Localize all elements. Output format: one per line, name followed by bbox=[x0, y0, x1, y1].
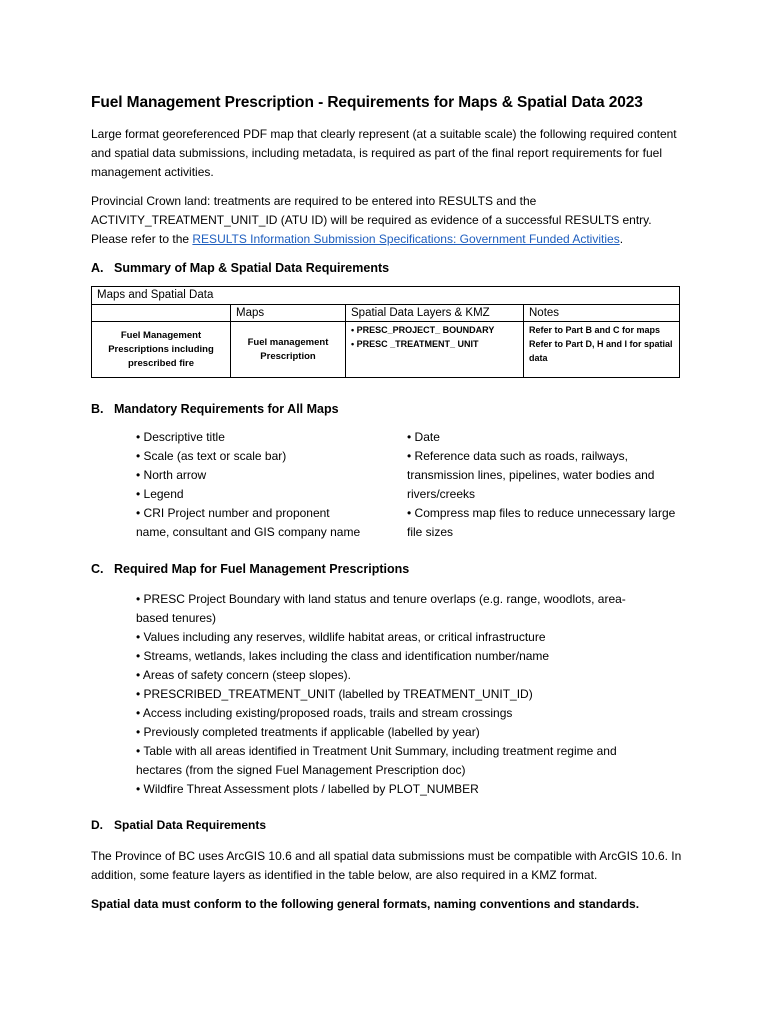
list-item: • Areas of safety concern (steep slopes). bbox=[136, 668, 351, 682]
list-item: • Streams, wetlands, lakes including the class and identification number/name bbox=[136, 649, 550, 663]
list-item: • Wildfire Threat Assessment plots / labelled by PLOT_NUMBER bbox=[136, 782, 479, 796]
crown-land-line-2: ACTIVITY_TREATMENT_UNIT_ID (ATU ID) will be required as evidence of a successful RESULTS entry. bbox=[91, 213, 652, 227]
table-cell-maps: Fuel management Prescription bbox=[231, 322, 346, 378]
section-d-title: Spatial Data Requirements bbox=[114, 818, 267, 832]
list-item: • PRESCRIBED_TREATMENT_UNIT (labelled by TREATMENT_UNIT_ID) bbox=[136, 687, 533, 701]
list-item: • PRESC Project Boundary with land status and tenure overlaps (e.g. range, woodlots, area-based tenures) bbox=[136, 592, 626, 625]
table-title: Maps and Spatial Data bbox=[92, 287, 680, 305]
list-item: • North arrow bbox=[136, 468, 207, 482]
table-header-maps: Maps bbox=[231, 305, 346, 322]
table-header-notes: Notes bbox=[524, 305, 680, 322]
list-item: • Compress map files to reduce unnecessary large file sizes bbox=[407, 506, 676, 539]
layer-item: • PRESC _TREATMENT_ UNIT bbox=[351, 339, 479, 349]
list-item: • Scale (as text or scale bar) bbox=[136, 449, 287, 463]
section-b-title: Mandatory Requirements for All Maps bbox=[114, 402, 339, 416]
section-d-letter: D. bbox=[91, 818, 103, 832]
section-b-letter: B. bbox=[91, 402, 104, 416]
table-header-layers: Spatial Data Layers & KMZ bbox=[346, 305, 524, 322]
list-item: • Reference data such as roads, railways, transmission lines, pipelines, water bodies and rivers/creeks bbox=[407, 449, 655, 501]
table-row bbox=[92, 322, 680, 378]
table-header-row bbox=[92, 305, 680, 322]
mandatory-right-column bbox=[407, 428, 677, 542]
note-item: Refer to Part D, H and I for spatial data bbox=[529, 339, 673, 363]
requirements-table bbox=[91, 286, 680, 378]
results-spec-link[interactable]: RESULTS Information Submission Specifications: Government Funded Activities bbox=[192, 232, 620, 246]
table-cell-activity: Fuel Management Prescriptions including prescribed fire bbox=[92, 322, 231, 378]
list-item: • Descriptive title bbox=[136, 430, 225, 444]
table-cell-layers bbox=[346, 322, 524, 378]
section-b-heading bbox=[91, 402, 691, 416]
page-title: Fuel Management Prescription - Requirements for Maps & Spatial Data 2023 bbox=[91, 94, 643, 111]
list-item: • Previously completed treatments if applicable (labelled by year) bbox=[136, 725, 480, 739]
list-item: • Legend bbox=[136, 487, 184, 501]
section-a-letter: A. bbox=[91, 261, 104, 275]
table-title-row bbox=[92, 287, 680, 305]
section-c-title: Required Map for Fuel Management Prescriptions bbox=[114, 562, 410, 576]
section-a-title: Summary of Map & Spatial Data Requirements bbox=[114, 261, 390, 275]
layer-item: • PRESC_PROJECT_ BOUNDARY bbox=[351, 325, 495, 335]
mandatory-left-column bbox=[136, 428, 363, 542]
crown-land-suffix: . bbox=[619, 232, 624, 246]
document-content bbox=[91, 94, 691, 924]
list-item: • Table with all areas identified in Treatment Unit Summary, including treatment regime and hectares (from the signed Fuel Management Prescription doc) bbox=[136, 744, 617, 777]
list-item: • Values including any reserves, wildlife habitat areas, or critical infrastructure bbox=[136, 630, 546, 644]
note-item: Refer to Part B and C for maps bbox=[529, 325, 661, 335]
list-item: • CRI Project number and proponent name, consultant and GIS company name bbox=[136, 506, 361, 539]
section-a-heading bbox=[91, 261, 691, 275]
section-c-letter: C. bbox=[91, 562, 104, 576]
spatial-data-standards: Spatial data must conform to the following general formats, naming conventions and standards. bbox=[91, 897, 640, 911]
spatial-data-paragraph: The Province of BC uses ArcGIS 10.6 and all spatial data submissions must be compatible with ArcGIS 10.6. In addition, some feature layers as identified in the table below, are also required in a KMZ format. bbox=[91, 849, 682, 882]
intro-paragraph: Large format georeferenced PDF map that clearly represent (at a suitable scale) the following required content and spatial data submissions, including metadata, is required as part of the final report requirements for fuel management activities. bbox=[91, 127, 677, 179]
table-header-empty bbox=[92, 305, 231, 322]
list-item: • Date bbox=[407, 430, 440, 444]
crown-land-paragraph bbox=[91, 192, 691, 249]
section-c-heading bbox=[91, 562, 691, 576]
list-item: • Access including existing/proposed roads, trails and stream crossings bbox=[136, 706, 513, 720]
crown-land-prefix: Please refer to the bbox=[91, 232, 193, 246]
required-map-list bbox=[91, 590, 656, 799]
section-d-heading bbox=[91, 818, 691, 832]
table-cell-notes bbox=[524, 322, 680, 378]
crown-land-line-1: Provincial Crown land: treatments are required to be entered into RESULTS and the bbox=[91, 194, 537, 208]
mandatory-requirements-columns bbox=[91, 428, 691, 542]
